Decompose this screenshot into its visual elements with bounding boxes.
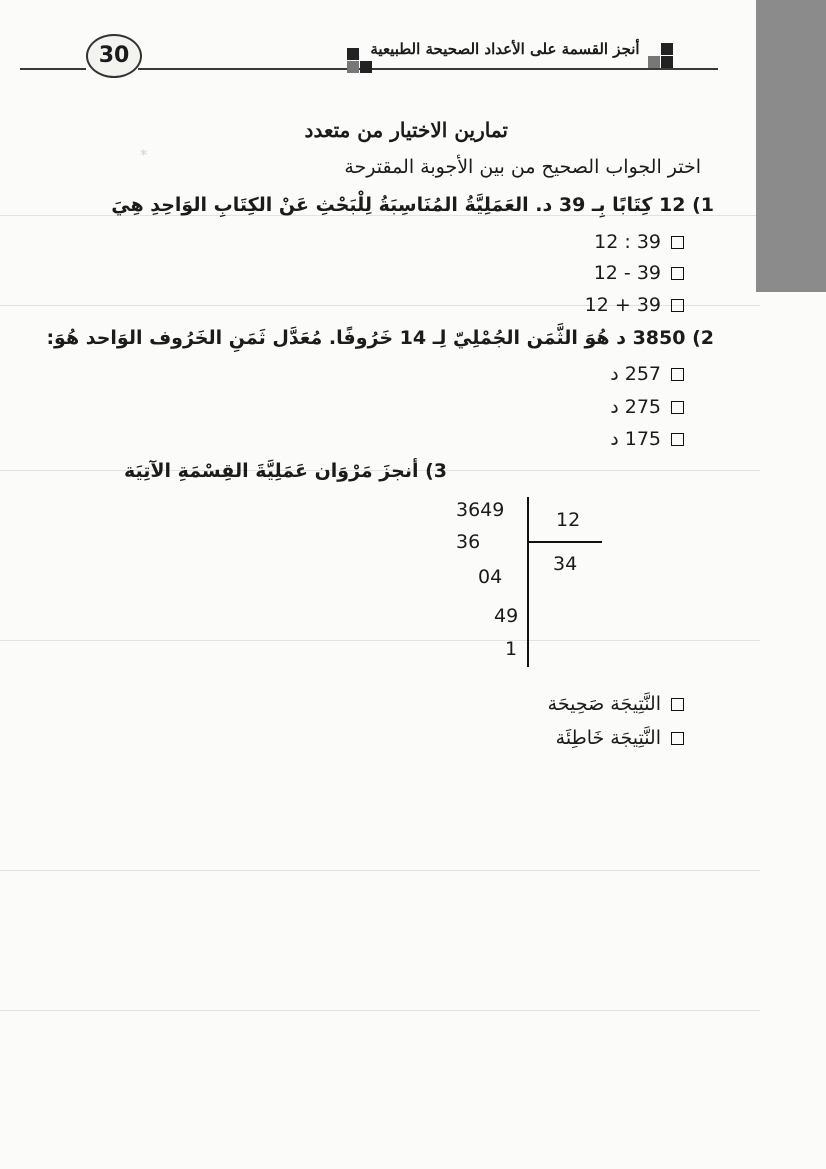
question-2-option-1[interactable]	[610, 363, 684, 385]
option-label: 12 : 39	[594, 231, 661, 253]
quotient: 34	[553, 553, 578, 575]
bleed-through-rule	[0, 1010, 760, 1011]
section-title: تمارين الاختيار من متعدد	[304, 118, 508, 142]
divisor: 12	[556, 509, 581, 531]
question-3-option-wrong[interactable]	[556, 727, 684, 749]
checkbox[interactable]	[671, 401, 684, 414]
question-1-text: 1) 12 كِتَابًا بِـ 39 د. العَمَلِيَّةُ المُنَاسِبَةُ لِلْبَحْثِ عَنْ الكِتَابِ الوَاحِدِ هِيَ	[111, 194, 714, 216]
bleed-through-rule	[0, 870, 760, 871]
bleed-through-rule	[0, 640, 760, 641]
division-step: 49	[494, 605, 519, 627]
division-vertical-bar	[527, 497, 529, 667]
chapter-title: أنجز القسمة على الأعداد الصحيحة الطبيعية	[370, 40, 640, 58]
option-label: 12 - 39	[593, 262, 661, 284]
question-2-option-3[interactable]	[610, 428, 684, 450]
header-rule-right	[138, 68, 718, 70]
header-rule-left	[20, 68, 86, 70]
question-3-text: 3) أنجزَ مَرْوَان عَمَلِيَّةَ القِسْمَةِ الآتِيَة	[123, 460, 447, 482]
division-horizontal-bar	[527, 541, 602, 543]
question-2-option-2[interactable]	[610, 396, 684, 418]
instruction: اختر الجواب الصحيح من بين الأجوبة المقترحة	[344, 156, 701, 178]
checkbox[interactable]	[671, 299, 684, 312]
option-label: النَّتِيجَة خَاطِئَة	[555, 727, 661, 749]
checkbox[interactable]	[671, 368, 684, 381]
checkbox[interactable]	[671, 236, 684, 249]
bleed-through-text: *	[140, 146, 148, 164]
checkbox[interactable]	[671, 732, 684, 745]
division-step: 1	[505, 638, 518, 660]
option-label: النَّتِيجَة صَحِيحَة	[547, 693, 661, 715]
checkbox[interactable]	[671, 433, 684, 446]
question-3-option-correct[interactable]	[548, 693, 684, 715]
question-1-option-3[interactable]	[585, 294, 684, 316]
option-label: 175 د	[610, 428, 661, 450]
division-step: 04	[478, 566, 503, 588]
checkbox[interactable]	[671, 698, 684, 711]
checkbox[interactable]	[671, 267, 684, 280]
question-2-text: 2) 3850 د هُوَ الثَّمَن الجُمْلِيّ لِـ 14 خَرُوفًا. مُعَدَّل ثَمَنِ الخَرُوف الوَاحد هُوَ:	[46, 327, 714, 349]
division-step: 36	[456, 531, 481, 553]
option-label: 257 د	[610, 363, 661, 385]
page-number: 30	[86, 34, 142, 78]
option-label: 275 د	[610, 396, 661, 418]
page-edge-tab	[756, 0, 826, 292]
question-1-option-2[interactable]	[594, 262, 684, 284]
option-label: 12 + 39	[584, 294, 661, 316]
question-1-option-1[interactable]	[594, 231, 684, 253]
dividend: 3649	[456, 499, 505, 521]
